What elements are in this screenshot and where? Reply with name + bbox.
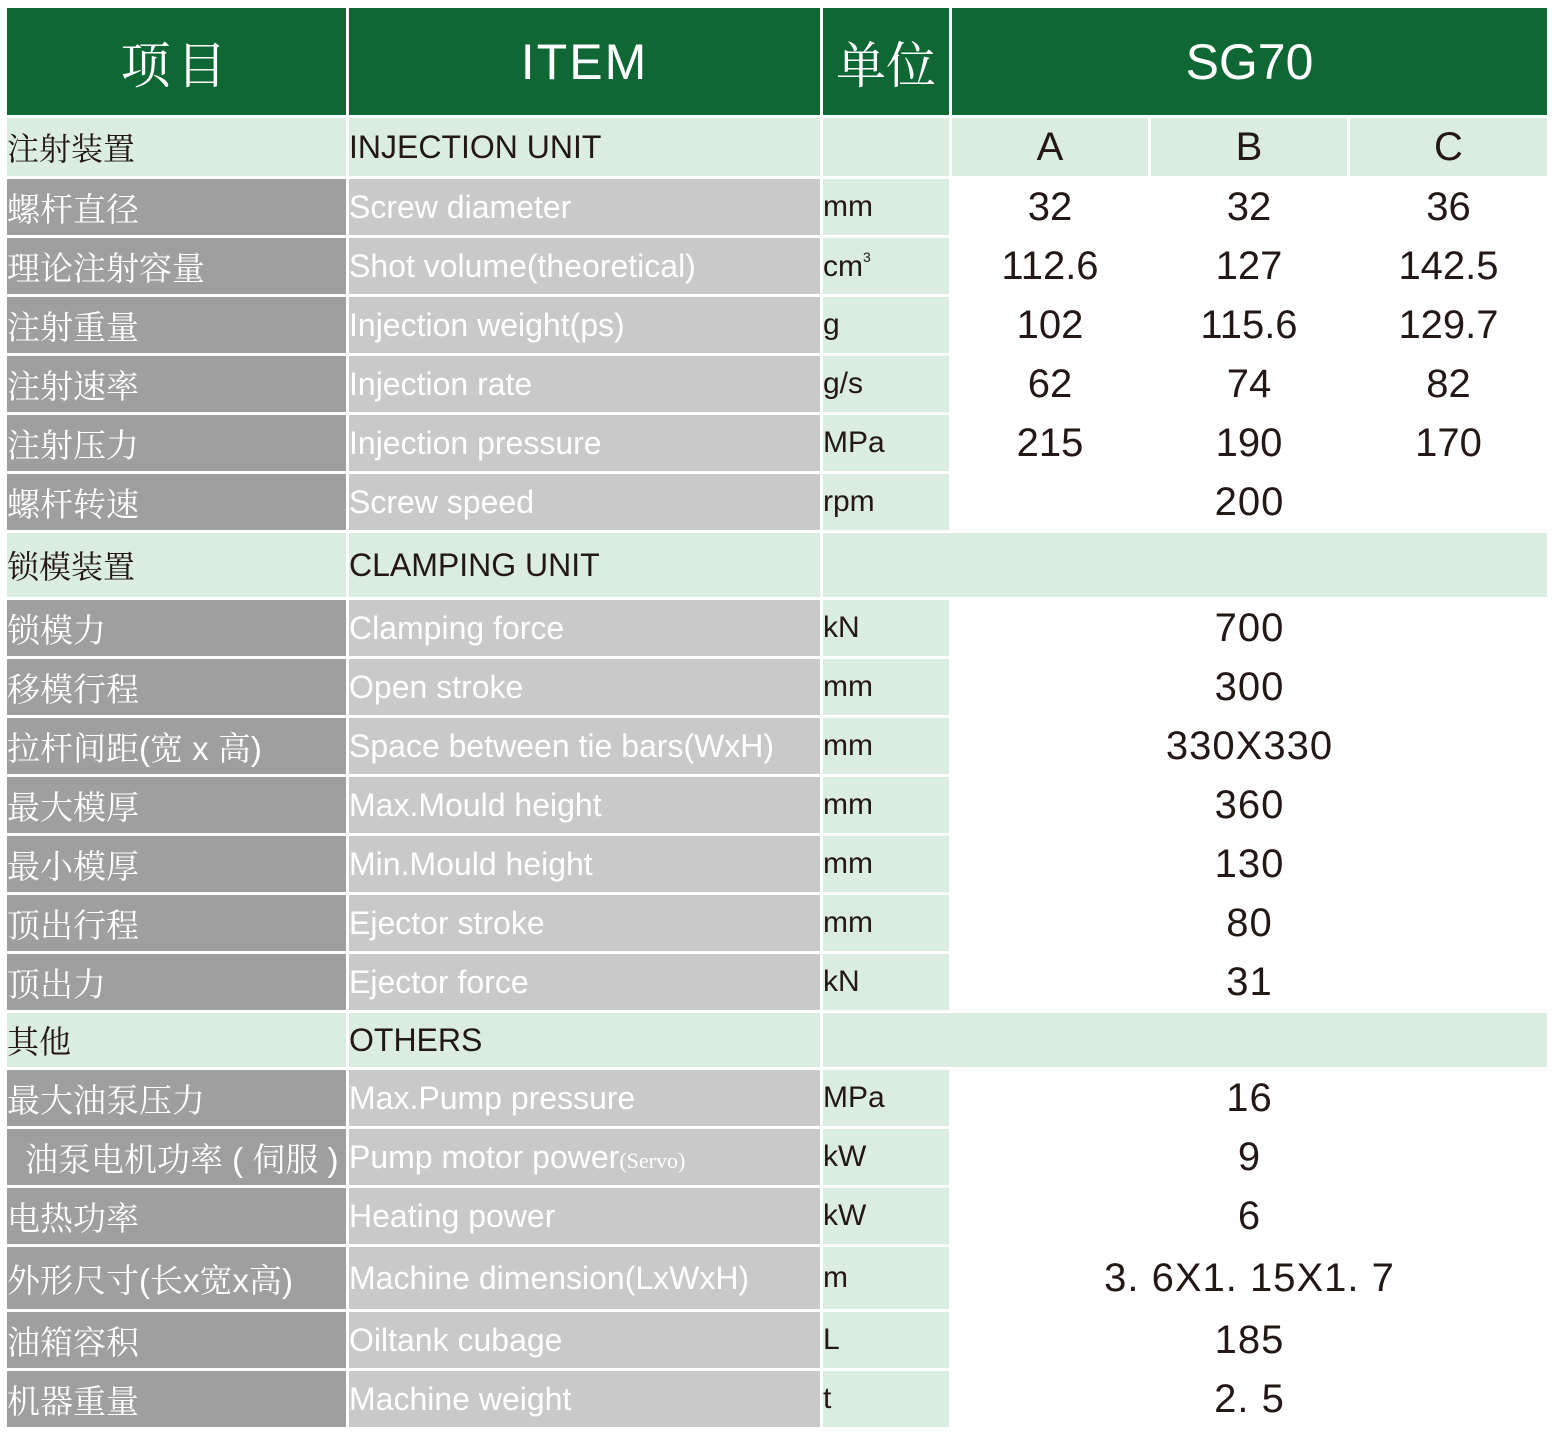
row-label-en: Screw diameter bbox=[349, 179, 820, 235]
value-all: 2. 5 bbox=[952, 1371, 1547, 1427]
variant-a: A bbox=[952, 118, 1148, 176]
section-en: CLAMPING UNIT bbox=[349, 533, 820, 597]
value-b: 115.6 bbox=[1151, 297, 1347, 353]
table-row bbox=[7, 179, 1547, 235]
value-a: 112.6 bbox=[952, 238, 1148, 294]
table-row bbox=[7, 1070, 1547, 1126]
row-label-en: Injection pressure bbox=[349, 415, 820, 471]
row-label-zh: 电热功率 bbox=[7, 1188, 346, 1244]
row-label-en: Clamping force bbox=[349, 600, 820, 656]
row-unit: mm bbox=[823, 718, 949, 774]
row-label-en: Space between tie bars(WxH) bbox=[349, 718, 820, 774]
section-blank bbox=[823, 1013, 1547, 1067]
value-b: 127 bbox=[1151, 238, 1347, 294]
row-label-en: Max.Mould height bbox=[349, 777, 820, 833]
value-all: 31 bbox=[952, 954, 1547, 1010]
row-unit: kN bbox=[823, 954, 949, 1010]
row-label-en: Min.Mould height bbox=[349, 836, 820, 892]
table-row bbox=[7, 1247, 1547, 1309]
row-label-zh: 螺杆转速 bbox=[7, 474, 346, 530]
row-label-zh: 螺杆直径 bbox=[7, 179, 346, 235]
row-unit: g bbox=[823, 297, 949, 353]
value-a: 215 bbox=[952, 415, 1148, 471]
value-all: 300 bbox=[952, 659, 1547, 715]
table-row bbox=[7, 1371, 1547, 1427]
value-b: 32 bbox=[1151, 179, 1347, 235]
row-label-en: Ejector force bbox=[349, 954, 820, 1010]
value-all: 3. 6X1. 15X1. 7 bbox=[952, 1247, 1547, 1309]
row-label-zh: 拉杆间距(宽 x 高) bbox=[7, 718, 346, 774]
value-all: 9 bbox=[952, 1129, 1547, 1185]
row-label-en: Open stroke bbox=[349, 659, 820, 715]
row-unit: mm bbox=[823, 777, 949, 833]
section-zh: 注射装置 bbox=[7, 118, 346, 176]
table-row bbox=[7, 777, 1547, 833]
value-a: 102 bbox=[952, 297, 1148, 353]
row-label-en: Ejector stroke bbox=[349, 895, 820, 951]
table-row bbox=[7, 1129, 1547, 1185]
section-en: INJECTION UNIT bbox=[349, 118, 820, 176]
value-all: 6 bbox=[952, 1188, 1547, 1244]
row-label-en: Machine weight bbox=[349, 1371, 820, 1427]
row-unit: mm bbox=[823, 179, 949, 235]
section-row-others bbox=[7, 1013, 1547, 1067]
variant-b: B bbox=[1151, 118, 1347, 176]
row-label-zh: 注射速率 bbox=[7, 356, 346, 412]
row-unit: rpm bbox=[823, 474, 949, 530]
unit-text: cm bbox=[823, 249, 863, 283]
row-label-en: Heating power bbox=[349, 1188, 820, 1244]
row-label-zh: 顶出力 bbox=[7, 954, 346, 1010]
row-label-en: Shot volume(theoretical) bbox=[349, 238, 820, 294]
value-all: 200 bbox=[952, 474, 1547, 530]
row-label-zh: 注射重量 bbox=[7, 297, 346, 353]
value-all: 130 bbox=[952, 836, 1547, 892]
row-unit: MPa bbox=[823, 415, 949, 471]
value-b: 74 bbox=[1151, 356, 1347, 412]
row-label-zh: 最大模厚 bbox=[7, 777, 346, 833]
row-label-en: Screw speed bbox=[349, 474, 820, 530]
section-zh: 锁模装置 bbox=[7, 533, 346, 597]
table-row bbox=[7, 600, 1547, 656]
value-all: 185 bbox=[952, 1312, 1547, 1368]
row-label-zh: 油箱容积 bbox=[7, 1312, 346, 1368]
value-c: 129.7 bbox=[1350, 297, 1547, 353]
section-blank bbox=[823, 533, 1547, 597]
value-all: 700 bbox=[952, 600, 1547, 656]
value-all: 80 bbox=[952, 895, 1547, 951]
row-label-zh: 移模行程 bbox=[7, 659, 346, 715]
row-label-en: Oiltank cubage bbox=[349, 1312, 820, 1368]
row-unit bbox=[823, 238, 949, 294]
table-row bbox=[7, 474, 1547, 530]
row-label-zh: 顶出行程 bbox=[7, 895, 346, 951]
row-unit: mm bbox=[823, 659, 949, 715]
row-label-en: Machine dimension(LxWxH) bbox=[349, 1247, 820, 1309]
header-item-zh: 项目 bbox=[7, 8, 346, 115]
table-row bbox=[7, 836, 1547, 892]
table-row bbox=[7, 718, 1547, 774]
row-unit: L bbox=[823, 1312, 949, 1368]
table-row bbox=[7, 895, 1547, 951]
row-unit: MPa bbox=[823, 1070, 949, 1126]
table-row bbox=[7, 659, 1547, 715]
header-model: SG70 bbox=[952, 8, 1547, 115]
header-unit: 单位 bbox=[823, 8, 949, 115]
row-label-zh: 注射压力 bbox=[7, 415, 346, 471]
row-label-en: Max.Pump pressure bbox=[349, 1070, 820, 1126]
row-unit: mm bbox=[823, 836, 949, 892]
table-row bbox=[7, 356, 1547, 412]
table-row bbox=[7, 238, 1547, 294]
value-a: 32 bbox=[952, 179, 1148, 235]
row-unit: m bbox=[823, 1247, 949, 1309]
row-unit: t bbox=[823, 1371, 949, 1427]
table-row bbox=[7, 1188, 1547, 1244]
variant-c: C bbox=[1350, 118, 1547, 176]
section-unit-blank bbox=[823, 118, 949, 176]
section-row-injection bbox=[7, 118, 1547, 176]
header-row bbox=[7, 8, 1547, 115]
row-label-en: Injection weight(ps) bbox=[349, 297, 820, 353]
value-all: 330X330 bbox=[952, 718, 1547, 774]
section-row-clamping bbox=[7, 533, 1547, 597]
row-unit: kW bbox=[823, 1129, 949, 1185]
section-en: OTHERS bbox=[349, 1013, 820, 1067]
value-a: 62 bbox=[952, 356, 1148, 412]
spec-table bbox=[4, 5, 1550, 1430]
table-row bbox=[7, 297, 1547, 353]
value-c: 142.5 bbox=[1350, 238, 1547, 294]
section-zh: 其他 bbox=[7, 1013, 346, 1067]
value-all: 16 bbox=[952, 1070, 1547, 1126]
unit-superscript: 3 bbox=[863, 248, 871, 265]
row-label-en-text: Pump motor power bbox=[349, 1138, 620, 1175]
row-label-zh: 理论注射容量 bbox=[7, 238, 346, 294]
header-item-en: ITEM bbox=[349, 8, 820, 115]
row-label-zh: 油泵电机功率 ( 伺服 ) bbox=[7, 1129, 346, 1185]
value-c: 36 bbox=[1350, 179, 1547, 235]
row-label-zh: 最小模厚 bbox=[7, 836, 346, 892]
value-all: 360 bbox=[952, 777, 1547, 833]
row-label-en-suffix: (Servo) bbox=[619, 1147, 686, 1173]
value-c: 170 bbox=[1350, 415, 1547, 471]
value-b: 190 bbox=[1151, 415, 1347, 471]
row-label-en bbox=[349, 1129, 820, 1185]
row-label-zh: 最大油泵压力 bbox=[7, 1070, 346, 1126]
table-row bbox=[7, 1312, 1547, 1368]
row-label-zh: 锁模力 bbox=[7, 600, 346, 656]
row-unit: kW bbox=[823, 1188, 949, 1244]
table-row bbox=[7, 415, 1547, 471]
row-unit: g/s bbox=[823, 356, 949, 412]
row-label-en: Injection rate bbox=[349, 356, 820, 412]
row-label-zh: 外形尺寸(长x宽x高) bbox=[7, 1247, 346, 1309]
row-unit: kN bbox=[823, 600, 949, 656]
row-unit: mm bbox=[823, 895, 949, 951]
value-c: 82 bbox=[1350, 356, 1547, 412]
table-row bbox=[7, 954, 1547, 1010]
row-label-zh: 机器重量 bbox=[7, 1371, 346, 1427]
